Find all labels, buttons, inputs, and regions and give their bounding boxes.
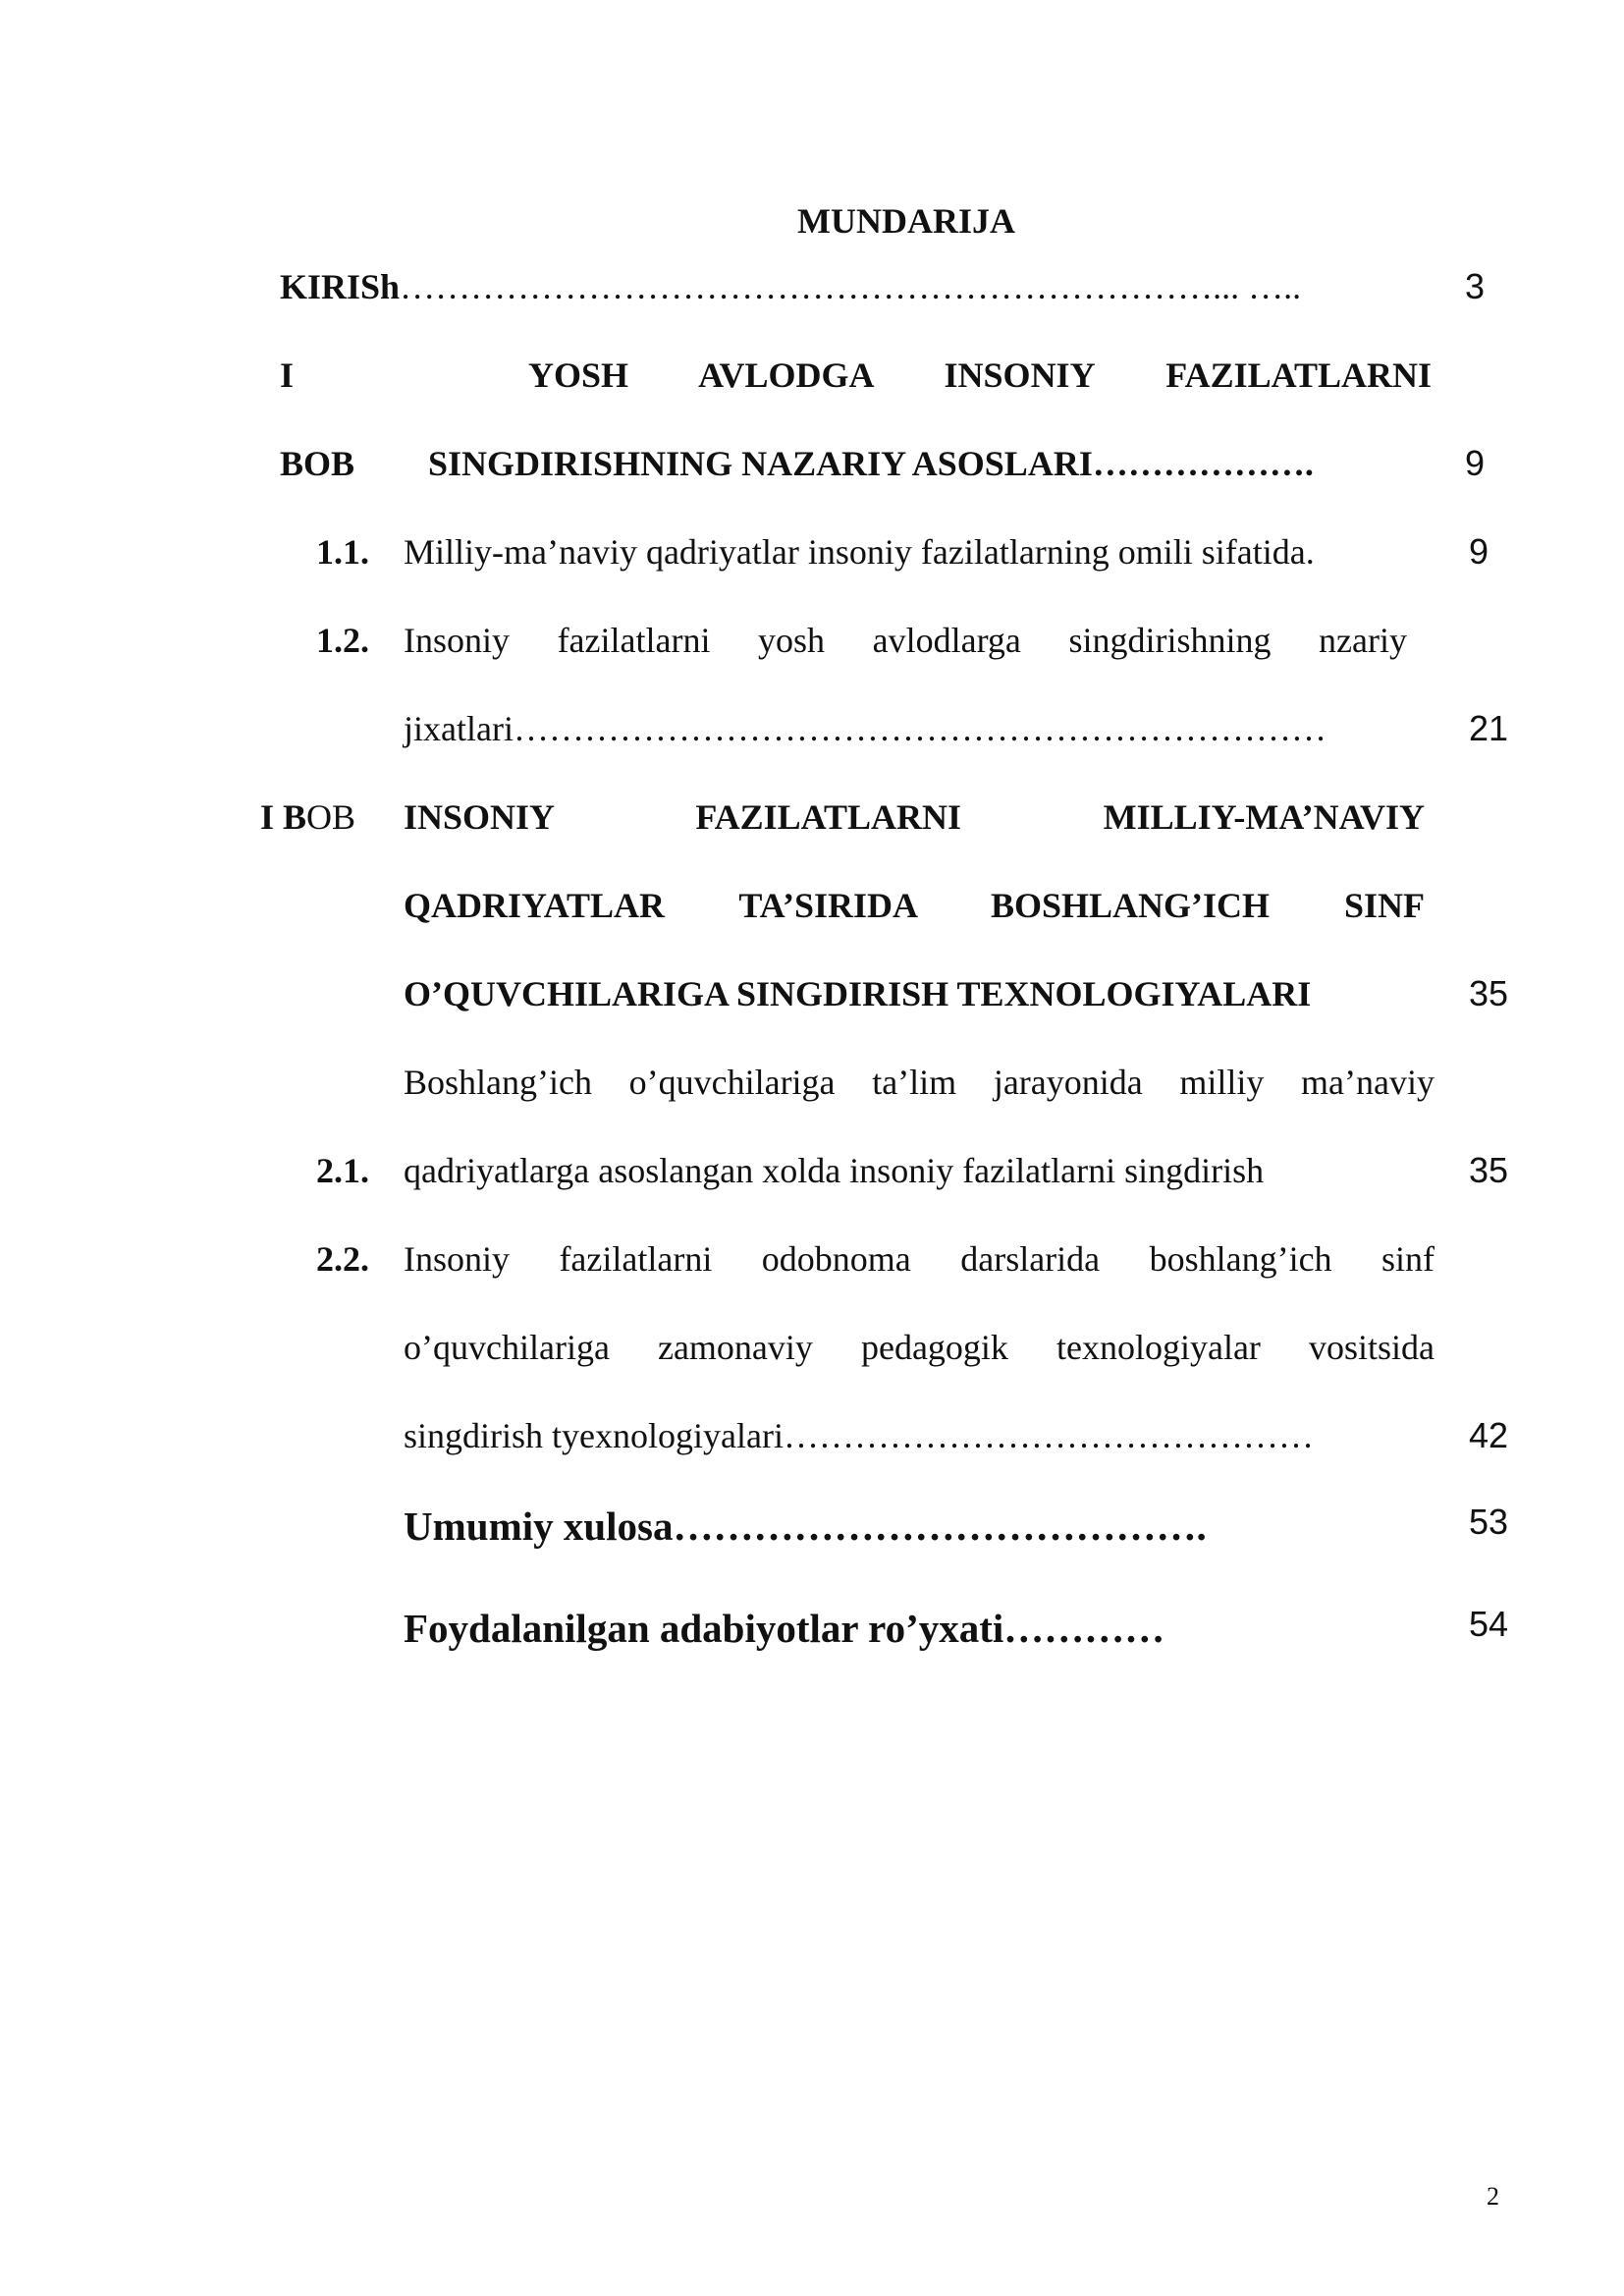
chapter2-title-line3: O’QUVCHILARIGA SINGDIRISH TEXNOLOGIYALARI <box>404 974 1312 1013</box>
section-1-2-number: 1.2. <box>316 621 369 660</box>
section-1-2-title-line2: jixatlari…………………………………………………………… <box>404 709 1326 748</box>
section-1-2-page: 21 <box>1469 708 1509 748</box>
chapter1-number-bottom: BOB <box>280 444 355 483</box>
section-1-1-title: Milliy-ma’naviy qadriyatlar insoniy fazilatlarning omili sifatida. <box>404 532 1315 572</box>
section-2-2-title-line1: Insoniy fazilatlarni odobnoma darslarida boshlang’ich sinf <box>404 1239 1435 1279</box>
section-1-1-page: 9 <box>1469 531 1489 572</box>
chapter2-number-bold: I B <box>260 797 307 837</box>
section-2-1-title-line2: qadriyatlarga asoslangan xolda insoniy fazilatlarni singdirish <box>404 1151 1265 1190</box>
chapter2-number <box>260 797 355 837</box>
chapter2-title-line2: QADRIYATLAR TA’SIRIDA BOSHLANG’ICH SINF <box>404 886 1425 925</box>
toc-references-page: 54 <box>1469 1604 1509 1644</box>
chapter2-title-line1: INSONIY FAZILATLARNI MILLIY-MA’NAVIY <box>404 797 1425 837</box>
section-2-1-page: 35 <box>1469 1150 1509 1190</box>
chapter2-page: 35 <box>1469 973 1509 1013</box>
section-2-1-number: 2.1. <box>316 1151 369 1190</box>
toc-intro-page: 3 <box>1465 266 1486 306</box>
section-1-1-number: 1.1. <box>316 532 369 572</box>
page-title: MUNDARIJA <box>797 201 1015 241</box>
chapter1-title-line2: SINGDIRISHNING NAZARIY ASOSLARI………………. <box>428 444 1314 483</box>
section-2-2-page: 42 <box>1469 1415 1509 1455</box>
section-1-2-title-line1: Insoniy fazilatlarni yosh avlodlarga singdirishning nzariy <box>404 621 1407 660</box>
section-2-2-title-line3: singdirish tyexnologiyalari……………………………………… <box>404 1416 1314 1455</box>
chapter2-number-regular: OB <box>306 797 356 837</box>
section-2-2-number: 2.2. <box>316 1239 369 1279</box>
toc-conclusion: Umumiy xulosa…………………………………. <box>404 1503 1207 1549</box>
chapter1-number-top: I <box>280 355 295 395</box>
section-2-2-title-line2: o’quvchilariga zamonaviy pedagogik texnologiyalar vositsida <box>404 1328 1435 1367</box>
toc-intro <box>280 267 1301 306</box>
page-number: 2 <box>1487 2182 1499 2211</box>
toc-references: Foydalanilgan adabiyotlar ro’yxati………… <box>404 1606 1165 1651</box>
section-2-1-title-line1: Boshlang’ich o’quvchilariga ta’lim jarayonida milliy ma’naviy <box>404 1063 1435 1102</box>
chapter1-page: 9 <box>1465 443 1486 483</box>
chapter1-title-line1: YOSH AVLODGA INSONIY FAZILATLARNI <box>528 355 1432 395</box>
toc-intro-dots: ……………………………………………………………... ….. <box>400 267 1302 306</box>
toc-intro-label: KIRISh <box>280 267 401 306</box>
toc-conclusion-page: 53 <box>1469 1502 1509 1542</box>
